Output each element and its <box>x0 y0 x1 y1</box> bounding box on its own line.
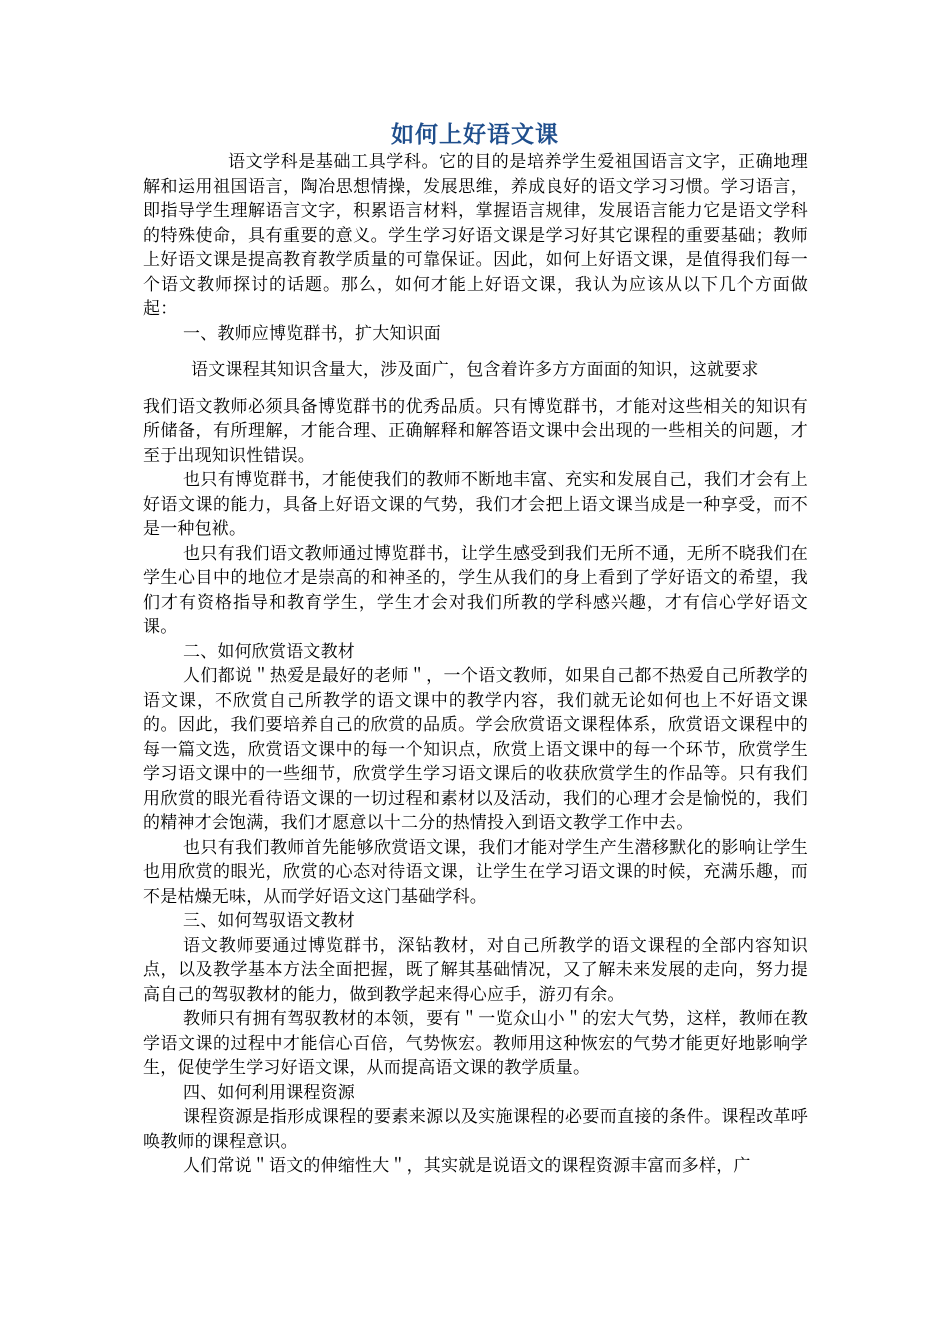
paragraph: 我们语文教师必须具备博览群书的优秀品质。只有博览群书，才能对这些相关的知识有所储备，有所理解，才能合理、正确解释和解答语文课中会出现的一些相关的问题，才至于出现知识性错误。 <box>143 396 808 466</box>
paragraph: 教师只有拥有驾驭教材的本领，要有＂一览众山小＂的宏大气势，这样，教师在教学语文课的过程中才能信心百倍，气势恢宏。教师用这种恢宏的气势才能更好地影响学生，促使学生学习好语文课，从而提高语文课的教学质量。 <box>143 1009 808 1078</box>
paragraph: 也只有我们教师首先能够欣赏语文课，我们才能对学生产生潜移默化的影响让学生也用欣赏的眼光，欣赏的心态对待语文课，让学生在学习语文课的时候，充满乐趣，而不是枯燥无味，从而学好语文这门基础学科。 <box>143 837 808 907</box>
section-heading-1: 一、教师应博览群书，扩大知识面 <box>183 323 441 344</box>
intro-paragraph: 语文学科是基础工具学科。它的目的是培养学生爱祖国语言文字，正确地理解和运用祖国语言，陶冶思想情操，发展思维，养成良好的语文学习习惯。学习语言，即指导学生理解语言文字，积累语言材料，掌握语言规律，发展语言能力它是语文学科的特殊使命，具有重要的意义。学生学习好语文课是学习好其它课程的重要基础；教师上好语文课是提高教育教学质量的可靠保证。因此，如何上好语文课，是值得我们每一个语文教师探讨的话题。那么，如何才能上好语文课，我认为应该从以下几个方面做起： <box>143 152 808 319</box>
paragraph: 语文教师要通过博览群书，深钻教材，对自己所教学的语文课程的全部内容知识点，以及教学基本方法全面把握，既了解其基础情况，又了解未来发展的走向，努力提高自己的驾驭教材的能力，做到教学起来得心应手，游刃有余。 <box>143 935 808 1005</box>
document-title: 如何上好语文课 <box>391 121 559 148</box>
section-heading-2: 二、如何欣赏语文教材 <box>183 641 355 662</box>
paragraph: 人们常说＂语文的伸缩性大＂，其实就是说语文的课程资源丰富而多样，广 <box>183 1156 751 1176</box>
paragraph: 也只有博览群书，才能使我们的教师不断地丰富、充实和发展自己，我们才会有上好语文课的能力，具备上好语文课的气势，我们才会把上语文课当成是一种享受，而不是一种包袱。 <box>143 470 808 539</box>
paragraph: 课程资源是指形成课程的要素来源以及实施课程的必要而直接的条件。课程改革呼唤教师的课程意识。 <box>143 1107 808 1152</box>
paragraph: 人们都说＂热爱是最好的老师＂，一个语文教师，如果自己都不热爱自己所教学的语文课，不欣赏自己所教学的语文课中的教学内容，我们就无论如何也上不好语文课的。因此，我们要培养自己的欣赏的品质。学会欣赏语文课程体系，欣赏语文课程中的每一篇文选，欣赏语文课中的每一个知识点，欣赏上语文课中的每一个环节，欣赏学生学习语文课中的一些细节，欣赏学生学习语文课后的收获欣赏学生的作品等。只有我们用欣赏的眼光看待语文课的一切过程和素材以及活动，我们的心理才会是愉悦的，我们的精神才会饱满，我们才愿意以十二分的热情投入到语文教学工作中去。 <box>143 666 808 833</box>
paragraph: 也只有我们语文教师通过博览群书，让学生感受到我们无所不通，无所不晓我们在学生心目中的地位才是崇高的和神圣的，学生从我们的身上看到了学好语文的希望，我们才有资格指导和教育学生，学生才会对我们所教的学科感兴趣，才有信心学好语文课。 <box>143 543 808 637</box>
paragraph: 语文课程其知识含量大，涉及面广，包含着许多方方面面的知识，这就要求 <box>191 360 759 380</box>
section-heading-4: 四、如何利用课程资源 <box>183 1082 355 1103</box>
section-heading-3: 三、如何驾驭语文教材 <box>183 911 355 931</box>
document-body <box>143 150 808 1179</box>
